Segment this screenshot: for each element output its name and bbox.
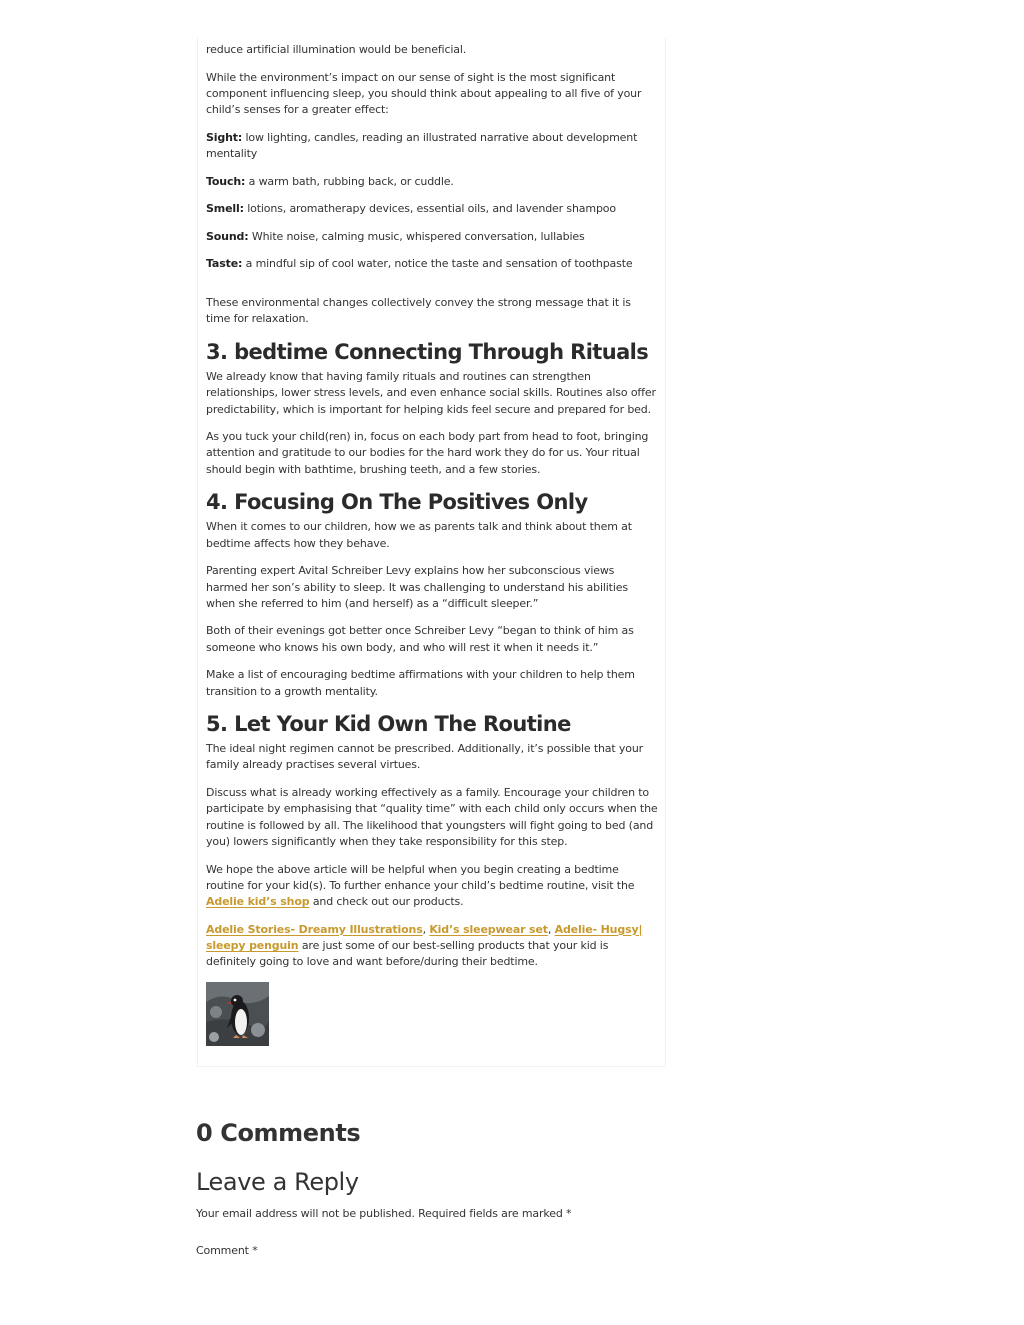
closing-text-post: and check out our products. [309, 895, 464, 909]
sense-sound [206, 229, 658, 245]
sense-text: low lighting, candles, reading an illustrated narrative about development mentality [206, 130, 638, 161]
paragraph-positives-3: Both of their evenings got better once Schreiber Levy “began to think of him as someone who knows his own body, and who will rest it when it needs it.” [206, 624, 634, 654]
sense-label: Sound: [206, 229, 249, 243]
products-text-post: are just some of our best-selling products that your kid is definitely going to love and want before/during their bedtime. [206, 939, 609, 969]
separator: , [547, 922, 555, 936]
sense-touch [206, 174, 658, 190]
paragraph-positives-1: When it comes to our children, how we as parents talk and think about them at bedtime affects how they behave. [206, 520, 632, 550]
paragraph-routine-2: Discuss what is already working effectively as a family. Encourage your children to participate by emphasising that “quality time” with each child only occurs when the routine is followed by all. The likelihood that youngsters will fight going to bed (and you) lowers significantly when they take responsibility for this step. [206, 786, 658, 848]
paragraph-positives-4: Make a list of encouraging bedtime affirmations with your children to help them transition to a growth mentality. [206, 668, 635, 698]
heading-positives: 4. Focusing On The Positives Only [206, 490, 588, 515]
sense-label: Touch: [206, 174, 246, 188]
comments-count-title: 0 Comments [196, 1119, 361, 1147]
sense-label: Taste: [206, 257, 243, 271]
paragraph-env-changes: These environmental changes collectively convey the strong message that it is time for relaxation. [206, 296, 631, 326]
sense-sight [206, 130, 658, 163]
sleepy-penguin-link[interactable]: Adelie- Hugsy| sleepy penguin [206, 922, 643, 953]
reply-notes: Your email address will not be published. Required fields are marked * [196, 1207, 572, 1220]
sense-taste [206, 256, 658, 272]
sense-text: White noise, calming music, whispered conversation, lullabies [248, 229, 585, 243]
sleepwear-link[interactable]: Kid’s sleepwear set [429, 922, 548, 936]
separator: , [422, 922, 430, 936]
penguin-image[interactable] [206, 982, 269, 1046]
heading-rituals: 3. bedtime Connecting Through Rituals [206, 339, 649, 364]
sense-text: a mindful sip of cool water, notice the taste and sensation of toothpaste [242, 257, 633, 271]
paragraph-senses-intro: While the environment’s impact on our sense of sight is the most significant component influencing sleep, you should think about appealing to all five of your child’s senses for a greater effect: [206, 70, 642, 117]
article-content [206, 42, 658, 1046]
paragraph-intro-end: reduce artificial illumination would be beneficial. [206, 43, 467, 56]
leave-reply-title: Leave a Reply [196, 1168, 359, 1196]
heading-routine: 5. Let Your Kid Own The Routine [206, 712, 571, 737]
paragraph-routine-1: The ideal night regimen cannot be prescribed. Additionally, it’s possible that your family already practises several virtues. [206, 742, 644, 772]
shop-link[interactable]: Adelie kid’s shop [206, 895, 310, 909]
sense-label: Smell: [206, 202, 244, 216]
sense-smell [206, 201, 658, 217]
paragraph-closing [206, 862, 658, 911]
stories-link[interactable]: Adelie Stories- Dreamy Illustrations [206, 922, 423, 936]
sense-text: lotions, aromatherapy devices, essential oils, and lavender shampoo [243, 202, 616, 216]
paragraph-rituals-1: We already know that having family rituals and routines can strengthen relationships, lower stress levels, and even enhance social skills. Routines also offer predictability, which is important for helping kids feel secure and prepared for bed. [206, 369, 656, 416]
paragraph-positives-2: Parenting expert Avital Schreiber Levy explains how her subconscious views harmed her son’s ability to sleep. It was challenging to understand his abilities when she referred to him (and herself) as a “difficult sleeper.” [206, 564, 628, 610]
paragraph-rituals-2: As you tuck your child(ren) in, focus on each body part from head to foot, bringing attention and gratitude to our bodies for the hard work they do for us. Your ritual should begin with bathtime, brushing teeth, and a few stories. [206, 430, 649, 476]
comment-field-label: Comment * [196, 1244, 258, 1257]
sense-label: Sight: [206, 130, 243, 144]
sense-text: a warm bath, rubbing back, or cuddle. [245, 174, 454, 188]
penguin-illustration [206, 982, 269, 1046]
closing-text-pre: We hope the above article will be helpful when you begin creating a bedtime routine for your kid(s). To further enhance your child’s bedtime routine, visit the [206, 862, 635, 892]
paragraph-products [206, 922, 658, 971]
